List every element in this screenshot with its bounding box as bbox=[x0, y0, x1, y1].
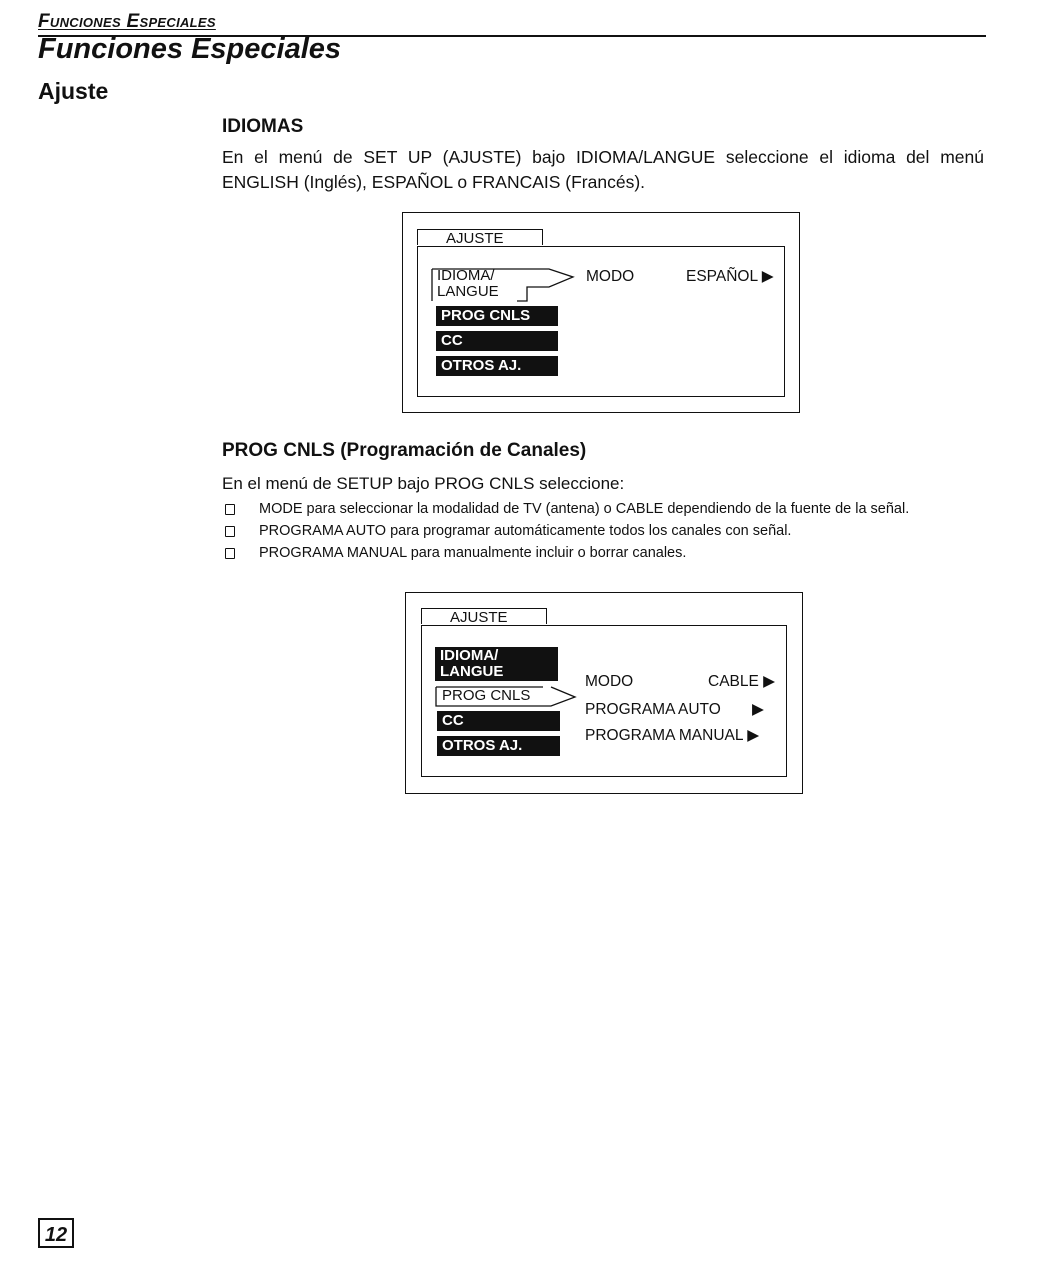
menu-panel bbox=[421, 625, 787, 777]
setup-menu-figure-1 bbox=[402, 212, 800, 413]
option-label-modo: MODO bbox=[585, 673, 634, 690]
menu-item-cc: CC bbox=[436, 331, 558, 351]
list-item-text: PROGRAMA AUTO para programar automáticamente todos los canales con señal. bbox=[259, 523, 792, 539]
list-item bbox=[222, 498, 909, 520]
menu-tab: AJUSTE bbox=[421, 608, 547, 624]
list-item-text: MODE para seleccionar la modalidad de TV (antena) o CABLE dependiendo de la fuente de la señal. bbox=[259, 501, 910, 517]
menu-item-idioma-line2: LANGUE bbox=[437, 283, 499, 300]
square-bullet-icon bbox=[225, 548, 235, 559]
section-title: Ajuste bbox=[38, 78, 109, 104]
list-item bbox=[222, 542, 909, 564]
running-header-title: Funciones Especiales bbox=[38, 11, 216, 32]
option-label-modo: MODO bbox=[586, 268, 635, 285]
menu-item-prog-cnls: PROG CNLS bbox=[436, 306, 558, 326]
menu-item-prog-cnls: PROG CNLS bbox=[437, 687, 547, 705]
menu-item-idioma-line1: IDIOMA/ bbox=[440, 647, 499, 664]
selection-pointer-icon bbox=[435, 686, 585, 708]
menu-item-otros: OTROS AJ. bbox=[436, 356, 558, 376]
menu-tab: AJUSTE bbox=[417, 229, 543, 245]
page-number: 12 bbox=[38, 1218, 74, 1248]
square-bullet-icon bbox=[225, 504, 235, 515]
option-label-programa-manual: PROGRAMA MANUAL ▶ bbox=[585, 727, 760, 744]
selection-pointer-icon bbox=[431, 267, 593, 303]
prog-intro: En el menú de SETUP bajo PROG CNLS seleccione: bbox=[222, 474, 625, 493]
menu-item-idioma-line1: IDIOMA/ bbox=[437, 267, 495, 284]
list-item bbox=[222, 520, 909, 542]
menu-panel bbox=[417, 246, 785, 397]
bullet-list bbox=[222, 498, 909, 564]
setup-menu-figure-2 bbox=[405, 592, 803, 794]
square-bullet-icon bbox=[225, 526, 235, 537]
menu-item-idioma bbox=[435, 647, 558, 681]
page-title: Funciones Especiales bbox=[38, 33, 342, 65]
menu-item-otros: OTROS AJ. bbox=[437, 736, 560, 756]
option-value-programa-auto: ▶ bbox=[752, 701, 764, 718]
option-value-modo: ESPAÑOL ▶ bbox=[686, 268, 774, 285]
option-value-modo: CABLE ▶ bbox=[708, 673, 776, 690]
menu-item-idioma-line2: LANGUE bbox=[440, 663, 504, 680]
idiomas-paragraph: En el menú de SET UP (AJUSTE) bajo IDIOMA/LANGUE seleccione el idioma del menú ENGLISH (Inglés), ESPAÑOL o FRANCAIS (Francés). bbox=[222, 147, 984, 192]
prog-heading: PROG CNLS (Programación de Canales) bbox=[222, 440, 587, 461]
idiomas-heading: IDIOMAS bbox=[222, 116, 304, 137]
option-label-programa-auto: PROGRAMA AUTO bbox=[585, 701, 721, 718]
list-item-text: PROGRAMA MANUAL para manualmente incluir o borrar canales. bbox=[259, 545, 687, 561]
menu-item-cc: CC bbox=[437, 711, 560, 731]
